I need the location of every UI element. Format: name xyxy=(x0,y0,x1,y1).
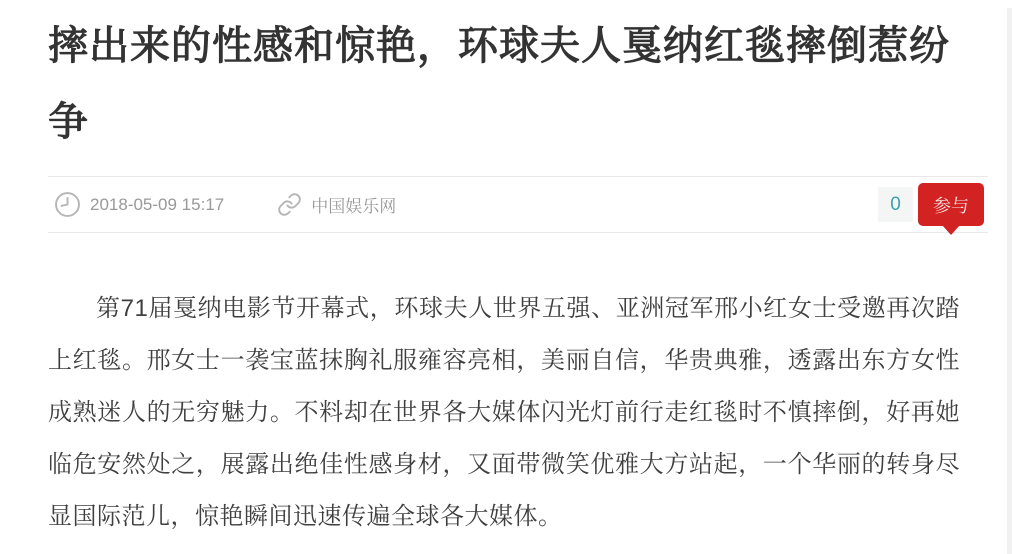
source-name: 中国娱乐网 xyxy=(311,197,397,216)
clock-icon xyxy=(54,191,81,218)
participate-button[interactable]: 参与 xyxy=(918,183,984,226)
source-link[interactable] xyxy=(277,192,396,217)
comment-count-badge[interactable]: 0 xyxy=(878,187,913,222)
article-page xyxy=(0,8,1007,543)
publish-time-text: 2018-05-09 15:17 xyxy=(90,194,225,214)
article-body-paragraph: 第71届戛纳电影节开幕式，环球夫人世界五强、亚洲冠军邢小红女士受邀再次踏上红毯。邢女士一袭宝蓝抹胸礼服雍容亮相，美丽自信，华贵典雅，透露出东方女性成熟迷人的无穷魅力。不料却在世界各大媒体闪光灯前行走红毯时不慎摔倒，好再她临危安然处之，展露出绝佳性感身材，又面带微笑优雅大方站起，一个华丽的转身尽显国际范儿，惊艳瞬间迅速传遍全球各大媒体。 xyxy=(48,295,960,530)
article-title: 摔出来的性感和惊艳，环球夫人戛纳红毯摔倒惹纷争 xyxy=(48,24,950,144)
link-icon xyxy=(277,192,302,217)
meta-right-group xyxy=(878,183,988,226)
article-meta-bar xyxy=(48,176,988,233)
publish-time xyxy=(54,191,224,218)
meta-left-group xyxy=(48,191,878,218)
